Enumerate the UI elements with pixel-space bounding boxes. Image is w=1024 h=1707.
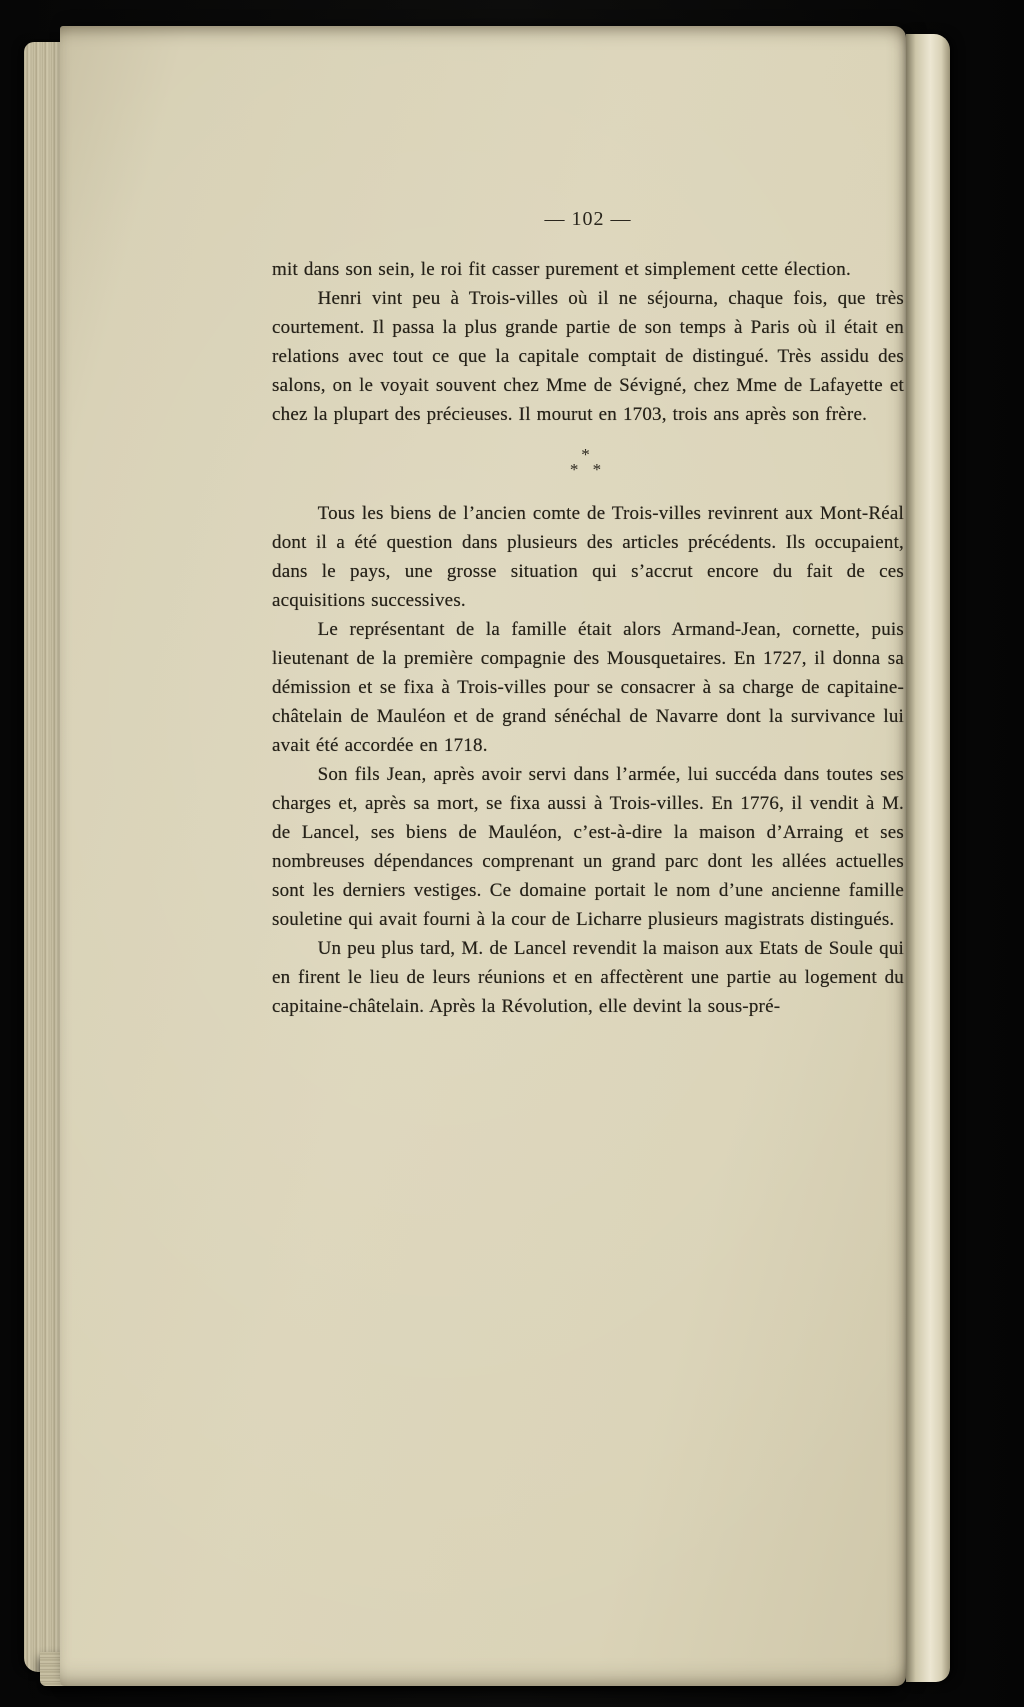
book-page (60, 26, 906, 1686)
adjacent-page-edge (906, 34, 950, 1682)
paragraph-2: Henri vint peu à Trois-villes où il ne séjourna, chaque fois, que très courtement. Il passa la plus grande partie de son temps à Paris où il était en relations avec tout ce que la capitale comptait de distingué. Très assidu des salons, on le voyait souvent chez Mme de Sévigné, chez Mme de Lafayette et chez la plupart des précieuses. Il mourut en 1703, trois ans après son frère. (272, 288, 904, 425)
paragraph-5: Son fils Jean, après avoir servi dans l’armée, lui succéda dans toutes ses charges et, après sa mort, se fixa aussi à Trois-villes. En 1776, il vendit à M. de Lancel, ses biens de Mauléon, c’est-à-dire la maison d’Arraing et ses nombreuses dépendances comprenant un grand parc dont les allées actuelles sont les derniers vestiges. Ce domaine portait le nom d’une ancienne famille souletine qui avait fourni à la cour de Licharre plusieurs magistrats distingués. (272, 764, 904, 930)
page-number: — 102 — (544, 208, 632, 230)
paragraph-1: mit dans son sein, le roi fit casser purement et simplement cette élection. (272, 259, 851, 280)
text-block (272, 208, 904, 1021)
paragraph-6: Un peu plus tard, M. de Lancel revendit la maison aux Etats de Soule qui en firent le lieu de leurs réunions et en affectèrent une partie au logement du capitaine-châtelain. Après la Révolution, elle devint la sous-pré- (272, 938, 904, 1017)
asterism-line-1: * (581, 445, 595, 464)
paragraph-3: Tous les biens de l’ancien comte de Trois-villes revinrent aux Mont-Réal dont il a été question dans plusieurs des articles précédents. Ils occupaient, dans le pays, une grosse situation qui s’accrut encore du fait de ces acquisitions successives. (272, 503, 904, 611)
asterism-line-2: * * (569, 460, 607, 479)
paragraph-4: Le représentant de la famille était alors Armand-Jean, cornette, puis lieutenant de la première compagnie des Mousquetaires. En 1727, il donna sa démission et se fixa à Trois-villes pour se consacrer à sa charge de capitaine-châtelain de Mauléon et de grand sénéchal de Navarre dont la survivance lui avait été accordée en 1718. (272, 619, 904, 756)
asterism-divider (272, 447, 904, 477)
